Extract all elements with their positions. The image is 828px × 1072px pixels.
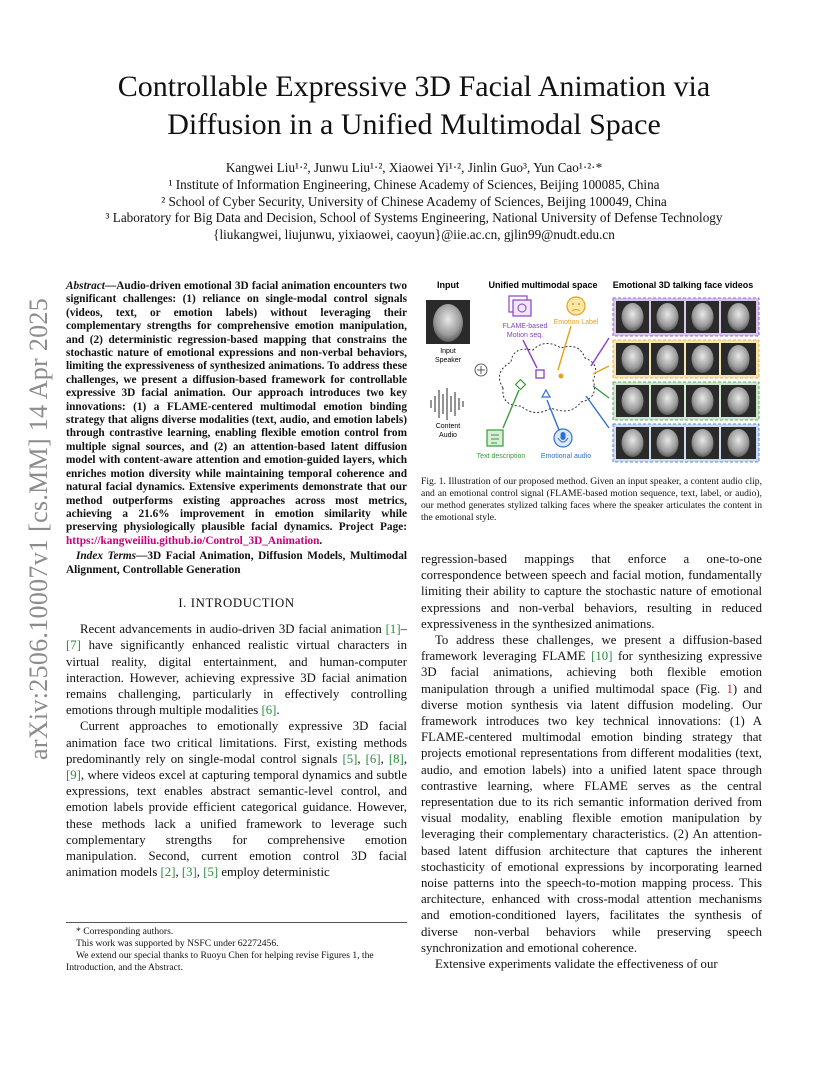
text-description-icon <box>487 430 503 446</box>
svg-text:Audio: Audio <box>439 432 457 439</box>
output-row-label <box>613 340 759 378</box>
output-row-text <box>613 382 759 420</box>
affiliation-2: ² School of Cyber Security, University of Chinese Academy of Sciences, Beijing 100049, China <box>161 193 667 209</box>
label-emotion-label: Emotion Label <box>553 319 599 326</box>
label-input-speaker: Input <box>440 348 456 355</box>
audio-point <box>542 390 550 397</box>
intro-paragraph-2: Current approaches to emotionally expressive 3D facial animation face two critical limitations. First, existing methods predominantly rely on single-modal control signals [5], [6], [8], [9], where videos excel at capturing temporal dynamics and subtle expressions, text enables abstract semantic-level control, and emotion labels provide efficient categorical guidance. However, these methods lack a unified framework to leverage such complementary strengths for comprehensive emotion manipulation. Second, current emotion control 3D facial animation models [2], [3], [5] employ deterministic <box>66 719 408 880</box>
left-column <box>66 280 407 880</box>
author-block <box>70 160 758 244</box>
figure-1-diagram <box>421 278 762 468</box>
waveform-icon <box>431 388 463 420</box>
output-row-audio <box>613 424 759 462</box>
project-page-link[interactable]: https://kangweiiliu.github.io/Control_3D_Animation <box>66 534 320 547</box>
affiliation-1: ¹ Institute of Information Engineering, Chinese Academy of Sciences, Beijing 100085, China <box>168 176 660 192</box>
citation-link[interactable]: [3] <box>181 865 197 880</box>
flame-point <box>536 370 544 378</box>
index-terms-label: Index Terms <box>76 550 137 563</box>
right-paragraph-2: To address these challenges, we present a diffusion-based framework leveraging FLAME [10] for synthesizing expressive 3D facial animations, achieving both flexible emotion manipulation through a unified multimodal space (Fig. 1) and diverse motion synthesis via latent diffusion modeling. Our framework introduces two key technical innovations: (1) A FLAME-centered multimodal emotion binding strategy that projects emotional representations from different modalities (text, audio, and emotion labels) into a unified latent space through contrastive learning, where FLAME serves as the central representation due to its rich semantic information derived from visual modality, enabling flexible emotion manipulation by leveraging their complementary characteristics. (2) An attention-based latent diffusion architecture that captures the inherent stochasticity of emotional expressions by incorporating learned noise patterns into the speech-to-motion mapping process. This architecture, enhanced with cross-modal attention mechanisms and emotion-conditioned layers, facilitates the synthesis of diverse non-verbal behaviors while preserving speech synchronization and emotional coherence. <box>421 633 762 955</box>
label-flame-motion: FLAME-based <box>502 323 548 330</box>
abstract: Abstract—Audio-driven emotional 3D facial animation encounters two significant challenges: (1) reliance on single-modal control signals (videos, text, or emotion labels) without leveraging their complementary strengths for comprehensive emotion manipulation, and (2) deterministic regression-based mapping that constrains the stochastic nature of emotional expressions and non-verbal behaviors, limiting the expressiveness of synthesized animations. To address these challenges, we present a diffusion-based framework for controllable expressive 3D facial animation. Our approach introduces two key innovations: (1) a FLAME-centered multimodal emotion binding strategy that aligns diverse modalities (text, audio, and emotion labels) through contrastive learning, enabling flexible emotion control from multiple signal sources, and (2) an attention-based latent diffusion model with content-aware attention and emotion-guided layers, which enriches motion diversity while maintaining temporal coherence and natural facial dynamics. Extensive experiments demonstrate that our method outperforms existing approaches across most metrics, achieving a 21.6% improvement in emotion similarity while preserving physiologically plausible facial dynamics. Project Page: https://kangweiiliu.github.io/Control_3D_Animation. <box>66 280 407 547</box>
output-row-flame <box>613 298 759 336</box>
svg-text:Speaker: Speaker <box>434 357 462 364</box>
footnotes <box>66 922 407 974</box>
output-video-grid <box>613 298 759 462</box>
header-input: Input <box>437 280 459 290</box>
text-point <box>516 380 526 390</box>
abstract-text: —Audio-driven emotional 3D facial animation encounters two significant challenges: (1) reliance on single-modal control signals (videos, text, or emotion labels) without leveraging their complementary strengths for comprehensive emotion manipulation, and (2) deterministic regression-based mapping that constrains the stochastic nature of emotional expressions and non-verbal behaviors, limiting the expressiveness of synthesized animations. To address these challenges, we present a diffusion-based framework for controllable expressive 3D facial animation. Our approach introduces two key innovations: (1) a FLAME-centered multimodal emotion binding strategy that aligns diverse modalities (text, audio, and emotion labels) through contrastive learning, enabling flexible emotion control from multiple signal sources, and (2) an attention-based latent diffusion model with content-aware attention and emotion-guided layers, which enriches motion diversity while maintaining temporal coherence and natural facial dynamics. Extensive experiments demonstrate that our method outperforms existing approaches across most metrics, achieving a 21.6% improvement in emotion similarity while preserving physiologically plausible facial dynamics. Project Page: <box>66 280 407 534</box>
index-terms-text: —3D Facial Animation, Diffusion Models, Multimodal Alignment, Controllable Generation <box>66 550 407 576</box>
arxiv-watermark: arXiv:2506.10007v1 [cs.MM] 14 Apr 2025 <box>24 297 53 760</box>
footnote-funding: This work was supported by NSFC under 62272456. <box>76 938 279 949</box>
figure-ref-link[interactable]: 1 <box>726 681 733 696</box>
citation-link[interactable]: [1] <box>385 622 401 637</box>
author-names: Kangwei Liu¹·², Junwu Liu¹·², Xiaowei Yi¹·², Jinlin Guo³, Yun Cao¹·²·* <box>225 160 603 175</box>
footnote-thanks: We extend our special thanks to Ruoyu Chen for helping revise Figures 1, the Introduction, and the Abstract. <box>66 950 374 973</box>
right-column <box>421 551 762 972</box>
paper-title <box>70 68 758 144</box>
citation-link[interactable]: [6] <box>261 703 277 718</box>
intro-paragraph-1: Recent advancements in audio-driven 3D facial animation [1]–[7] have significantly enhanced realistic virtual characters in virtual reality, digital entertainment, and human-computer interaction. However, achieving expressive 3D facial animation remains challenging, particularly in effectively controlling emotions through multiple modalities [6]. <box>66 622 407 718</box>
citation-link[interactable]: [5] <box>342 751 358 766</box>
label-content-audio: Content <box>435 423 461 430</box>
affiliation-3: ³ Laboratory for Big Data and Decision, School of Systems Engineering, National University of Defense Technology <box>105 210 723 226</box>
header-output-videos: Emotional 3D talking face videos <box>612 280 754 290</box>
citation-link[interactable]: [5] <box>203 865 219 880</box>
emotion-label-icon <box>567 297 585 315</box>
svg-text:Motion seq.: Motion seq. <box>506 332 544 339</box>
author-emails: {liukangwei, liujunwu, yixiaowei, caoyun}@iie.ac.cn, gjlin99@nudt.edu.cn <box>213 227 615 243</box>
label-emotional-audio: Emotional audio <box>540 453 592 460</box>
right-paragraph-1: regression-based mappings that enforce a one-to-one correspondence between speech and facial motion, fundamentally limiting their ability to capture the stochastic nature of emotional expressions and non-verbal behaviors, resulting in reduced expressiveness in the synthesized animations. <box>421 552 762 631</box>
label-text-description: Text description <box>476 453 526 460</box>
header-unified-space: Unified multimodal space <box>488 280 598 290</box>
section-heading-introduction: I. INTRODUCTION <box>178 595 295 610</box>
title-line-1: Controllable Expressive 3D Facial Animation via <box>117 70 711 103</box>
citation-link[interactable]: [8] <box>388 751 404 766</box>
citation-link[interactable]: [7] <box>66 638 81 653</box>
citation-link[interactable]: [2] <box>160 865 176 880</box>
abstract-label: Abstract <box>66 280 105 292</box>
figure-1-caption: Fig. 1. Illustration of our proposed method. Given an input speaker, a content audio clip, and an emotional control signal (FLAME-based motion sequence, text, label, or audio), our method generates stylized talking faces where the speaker articulates the content in the emotional style. <box>421 476 762 523</box>
figure-1 <box>421 278 762 468</box>
footnote-corresponding: * Corresponding authors. <box>76 926 174 937</box>
title-line-2: Diffusion in a Unified Multimodal Space <box>167 108 661 141</box>
input-speaker-face <box>433 304 463 342</box>
flame-motion-icon <box>513 300 531 316</box>
citation-link[interactable]: [10] <box>591 649 613 664</box>
index-terms <box>66 550 407 577</box>
citation-link[interactable]: [9] <box>66 767 81 782</box>
label-point <box>559 374 564 379</box>
citation-link[interactable]: [6] <box>365 751 381 766</box>
right-paragraph-3: Extensive experiments validate the effectiveness of our <box>435 957 718 972</box>
